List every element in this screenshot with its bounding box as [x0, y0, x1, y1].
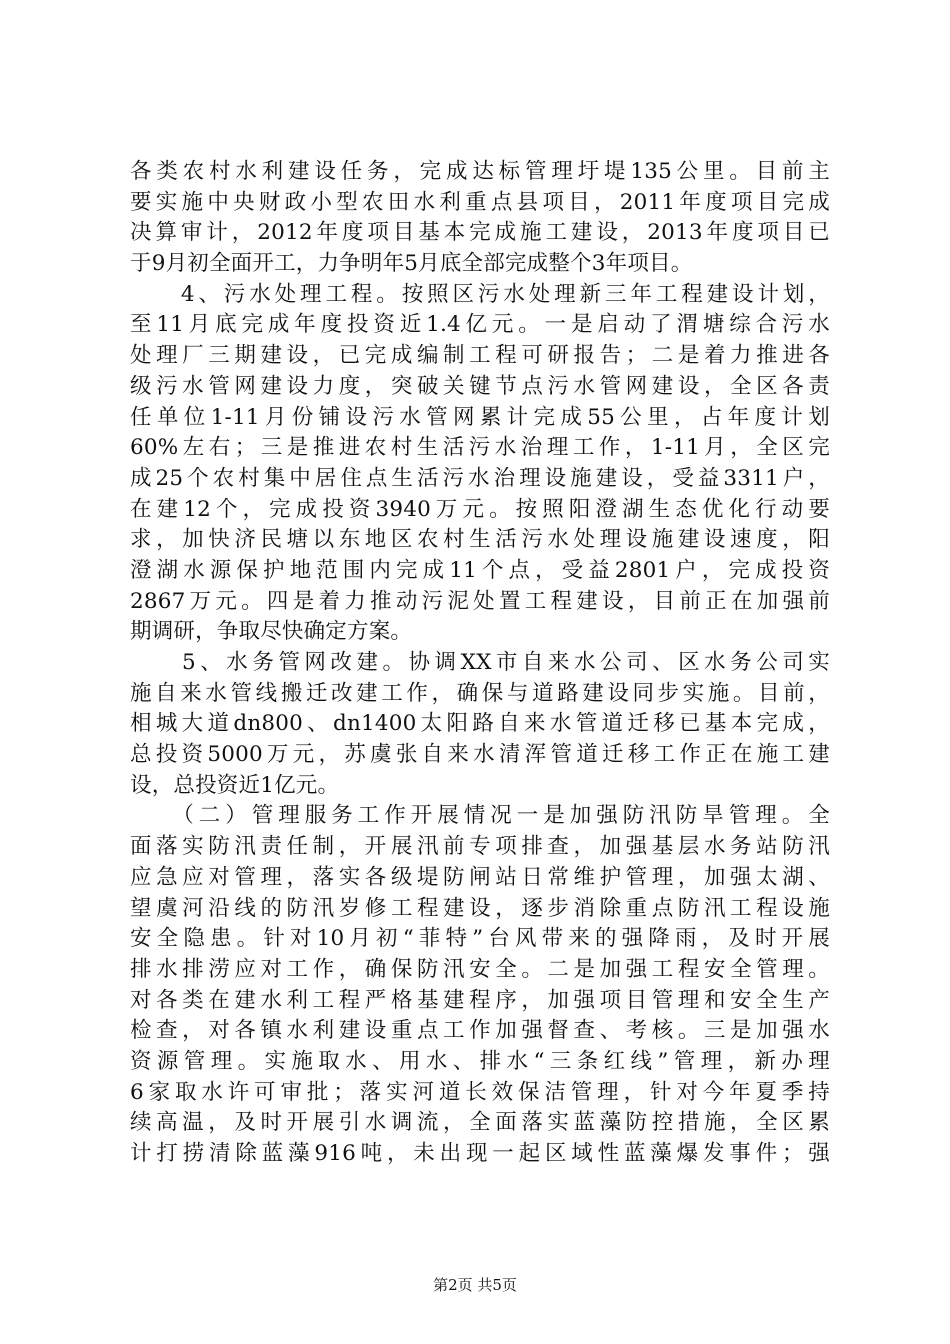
text-line: （二）管理服务工作开展情况一是加强防汛防旱管理。全 [130, 803, 830, 829]
text-line: 总投资5000万元，苏虞张自来水清浑管道迁移工作正在施工建 [130, 742, 830, 768]
text-line: 4、污水处理工程。按照区污水处理新三年工程建设计划， [130, 281, 830, 307]
text-line: 安全隐患。针对10月初“菲特”台风带来的强降雨，及时开展 [130, 926, 830, 952]
text-line: 排水排涝应对工作，确保防汛安全。二是加强工程安全管理。 [130, 956, 830, 982]
text-line: 各类农村水利建设任务，完成达标管理圩堤135公里。目前主 [130, 159, 830, 184]
text-line: 期调研，争取尽快确定方案。 [130, 619, 413, 645]
text-line: 应急应对管理，落实各级堤防闸站日常维护管理，加强太湖、 [130, 864, 830, 890]
body-text [130, 157, 830, 1170]
text-line: 2867万元。四是着力推动污泥处置工程建设，目前正在加强前 [130, 588, 830, 614]
text-line: 望虞河沿线的防汛岁修工程建设，逐步消除重点防汛工程设施 [130, 895, 830, 921]
text-line: 施自来水管线搬迁改建工作，确保与道路建设同步实施。目前， [130, 680, 830, 706]
text-line: 6家取水许可审批；落实河道长效保洁管理，针对今年夏季持 [130, 1079, 830, 1105]
text-line: 检查，对各镇水利建设重点工作加强督查、考核。三是加强水 [130, 1018, 830, 1044]
text-line: 相城大道dn800、dn1400太阳路自来水管道迁移已基本完成， [130, 711, 830, 737]
text-line: 对各类在建水利工程严格基建程序，加强项目管理和安全生产 [130, 987, 830, 1013]
text-line: 面落实防汛责任制，开展汛前专项排查，加强基层水务站防汛 [130, 834, 830, 860]
text-line: 要实施中央财政小型农田水利重点县项目，2011年度项目完成 [130, 189, 830, 215]
text-line: 澄湖水源保护地范围内完成11个点，受益2801户，完成投资 [130, 557, 830, 583]
text-line: 续高温，及时开展引水调流，全面落实蓝藻防控措施，全区累 [130, 1110, 830, 1136]
text-line: 资源管理。实施取水、用水、排水“三条红线”管理，新办理 [130, 1048, 830, 1074]
text-line: 于9月初全面开工，力争明年5月底全部完成整个3年项目。 [130, 251, 693, 277]
page-footer: 第2页 共5页 [433, 1276, 517, 1294]
text-line: 设，总投资近1亿元。 [130, 772, 340, 798]
text-line: 任单位1-11月份铺设污水管网累计完成55公里，占年度计划 [130, 404, 830, 430]
text-line: 求，加快济民塘以东地区农村生活污水处理设施建设速度，阳 [130, 527, 830, 553]
text-line: 60%左右；三是推进农村生活污水治理工作，1-11月，全区完 [130, 435, 830, 461]
text-line: 级污水管网建设力度，突破关键节点污水管网建设，全区各责 [130, 373, 830, 399]
text-line: 决算审计，2012年度项目基本完成施工建设，2013年度项目已 [130, 220, 830, 246]
text-line: 至11月底完成年度投资近1.4亿元。一是启动了渭塘综合污水 [130, 312, 830, 338]
text-line: 计打捞清除蓝藻916吨，未出现一起区域性蓝藻爆发事件；强 [130, 1141, 830, 1166]
text-line: 在建12个，完成投资3940万元。按照阳澄湖生态优化行动要 [130, 496, 830, 522]
text-line: 成25个农村集中居住点生活污水治理设施建设，受益3311户， [130, 465, 830, 491]
text-line: 5、水务管网改建。协调XX市自来水公司、区水务公司实 [130, 650, 830, 675]
text-line: 处理厂三期建设，已完成编制工程可研报告；二是着力推进各 [130, 343, 830, 369]
